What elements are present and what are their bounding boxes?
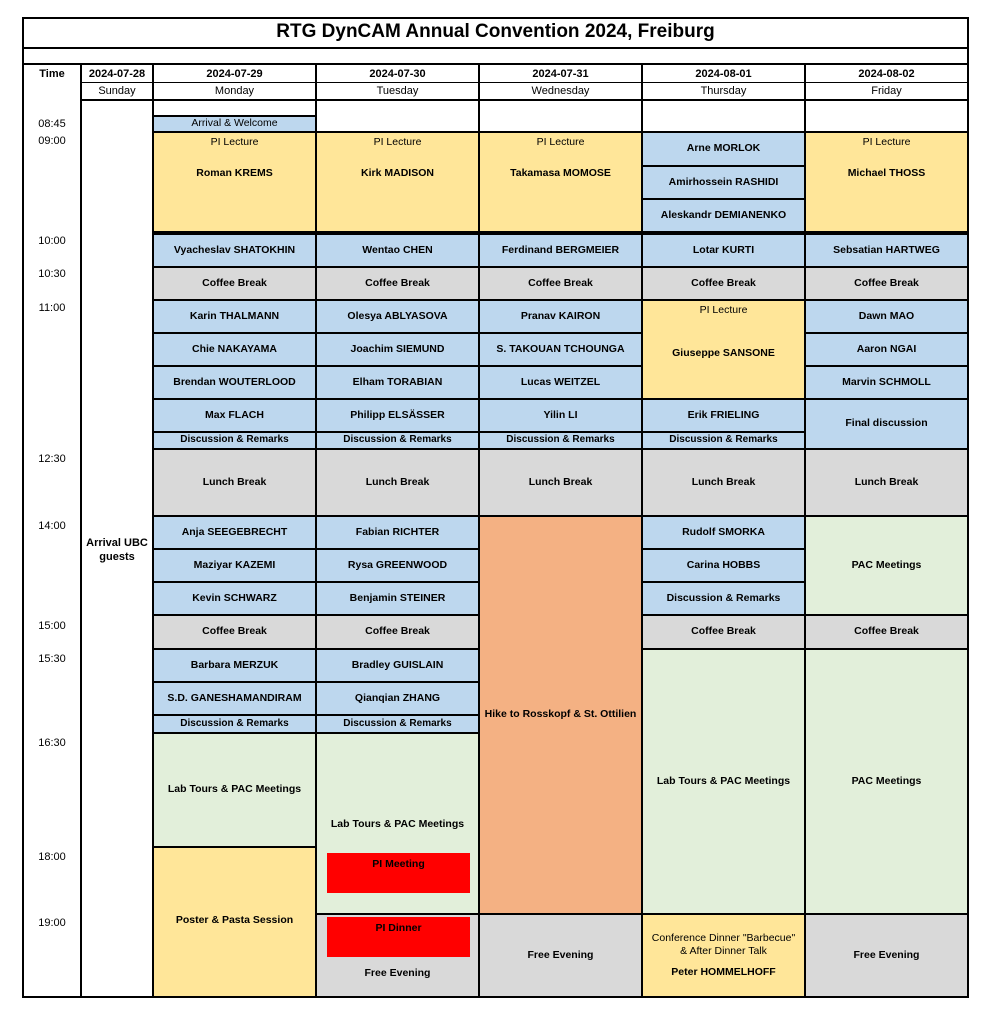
lunch-break: Lunch Break (804, 448, 969, 517)
talk-slot: Sebsatian HARTWEG (804, 233, 969, 268)
tuesday-empty (315, 99, 480, 133)
talk-slot: Maziyar KAZEMI (152, 548, 317, 583)
coffee-break: Coffee Break (641, 266, 806, 301)
coffee-break: Coffee Break (315, 266, 480, 301)
pi-lecture-label: PI Lecture (373, 136, 422, 148)
talk-slot: Carina HOBBS (641, 548, 806, 583)
wednesday-pi-lecture (478, 131, 643, 233)
discussion-slot: Discussion & Remarks (478, 431, 643, 450)
speaker-name: Takamasa MOMOSE (510, 167, 611, 180)
friday-pi-lecture (804, 131, 969, 233)
discussion-slot: Discussion & Remarks (152, 714, 317, 734)
coffee-break: Coffee Break (152, 266, 317, 301)
talk-slot: Ferdinand BERGMEIER (478, 233, 643, 268)
title-spacer (22, 49, 969, 65)
coffee-break: Coffee Break (804, 266, 969, 301)
talk-slot: Fabian RICHTER (315, 515, 480, 550)
time-label: 08:45 (38, 118, 66, 130)
talk-slot: Karin THALMANN (152, 299, 317, 334)
coffee-break: Coffee Break (478, 266, 643, 301)
coffee-break: Coffee Break (152, 614, 317, 650)
free-evening: Free Evening (364, 967, 431, 979)
thursday-empty (641, 99, 806, 133)
talk-slot: Lotar KURTI (641, 233, 806, 268)
talk-slot: Lucas WEITZEL (478, 365, 643, 400)
friday-empty (804, 99, 969, 133)
time-label: 11:00 (38, 302, 66, 314)
talk-slot: Qianqian ZHANG (315, 681, 480, 716)
discussion-slot: Discussion & Remarks (315, 714, 480, 734)
speaker-name: Roman KREMS (196, 167, 273, 180)
talk-slot: S.D. GANESHAMANDIRAM (152, 681, 317, 716)
talk-slot: S. TAKOUAN TCHOUNGA (478, 332, 643, 367)
day-label: Monday (214, 85, 255, 97)
talk-slot: Pranav KAIRON (478, 299, 643, 334)
free-evening: Free Evening (804, 913, 969, 998)
wednesday-empty (478, 99, 643, 133)
hike: Hike to Rosskopf & St. Ottilien (478, 515, 643, 915)
speaker-name: Kirk MADISON (361, 167, 434, 180)
monday-arrival: Arrival & Welcome (191, 117, 278, 130)
talk-slot: Aaron NGAI (804, 332, 969, 367)
free-evening: Free Evening (478, 913, 643, 998)
time-label: 12:30 (38, 453, 66, 465)
talk-slot: Marvin SCHMOLL (804, 365, 969, 400)
discussion-slot: Discussion & Remarks (641, 581, 806, 616)
coffee-break: Coffee Break (804, 614, 969, 650)
time-label: 10:30 (38, 268, 66, 280)
day-label: Thursday (700, 85, 747, 97)
talk-slot: Philipp ELSÄSSER (315, 398, 480, 433)
lunch-break: Lunch Break (641, 448, 806, 517)
dinner-speaker: Peter HOMMELHOFF (671, 966, 776, 979)
talk-slot: Vyacheslav SHATOKHIN (152, 233, 317, 268)
talk-slot: Elham TORABIAN (315, 365, 480, 400)
day-label: Sunday (98, 85, 136, 97)
pi-lecture-label: PI Lecture (210, 136, 259, 148)
time-label: 19:00 (38, 917, 66, 929)
day-label: Wednesday (531, 85, 590, 97)
lunch-break: Lunch Break (315, 448, 480, 517)
date-header: 2024-07-31 (532, 67, 589, 80)
pac-meetings: PAC Meetings (804, 648, 969, 915)
page-title: RTG DynCAM Annual Convention 2024, Freiburg (22, 17, 969, 49)
pi-meeting: PI Meeting (327, 853, 470, 893)
time-header: Time (39, 67, 65, 80)
day-label: Friday (871, 85, 902, 97)
dinner-line-2: & After Dinner Talk (680, 944, 767, 957)
time-label: 15:00 (38, 620, 66, 632)
dinner-line-1: Conference Dinner "Barbecue" (651, 931, 796, 944)
talk-slot: Rudolf SMORKA (641, 515, 806, 550)
talk-slot: Brendan WOUTERLOOD (152, 365, 317, 400)
talk-slot: Erik FRIELING (641, 398, 806, 433)
speaker-name: Giuseppe SANSONE (672, 347, 775, 360)
date-header: 2024-08-01 (695, 67, 752, 80)
conference-dinner (641, 913, 806, 998)
time-label: 14:00 (38, 520, 66, 532)
pi-dinner: PI Dinner (327, 917, 470, 957)
pi-lecture-label: PI Lecture (862, 136, 911, 148)
pi-lecture-label: PI Lecture (699, 304, 748, 316)
talk-slot: Arne MORLOK (641, 131, 806, 167)
talk-slot: Dawn MAO (804, 299, 969, 334)
thursday-pi-lecture (641, 299, 806, 400)
coffee-break: Coffee Break (641, 614, 806, 650)
lab-tours: Lab Tours & PAC Meetings (641, 648, 806, 915)
lunch-break: Lunch Break (478, 448, 643, 517)
lab-tours: Lab Tours & PAC Meetings (152, 732, 317, 848)
date-header: 2024-07-28 (88, 67, 146, 80)
talk-slot: Wentao CHEN (315, 233, 480, 268)
talk-slot: Barbara MERZUK (152, 648, 317, 683)
time-label: 15:30 (38, 653, 66, 665)
date-header: 2024-07-30 (369, 67, 426, 80)
talk-slot: Amirhossein RASHIDI (641, 165, 806, 200)
pac-meetings: PAC Meetings (804, 515, 969, 616)
pi-lecture-label: PI Lecture (536, 136, 585, 148)
talk-slot: Kevin SCHWARZ (152, 581, 317, 616)
poster-session: Poster & Pasta Session (152, 846, 317, 998)
lunch-break: Lunch Break (152, 448, 317, 517)
talk-slot: Anja SEEGEBRECHT (152, 515, 317, 550)
talk-slot: Bradley GUISLAIN (315, 648, 480, 683)
time-label: 09:00 (38, 135, 66, 147)
talk-slot: Rysa GREENWOOD (315, 548, 480, 583)
final-discussion: Final discussion (804, 398, 969, 450)
time-label: 16:30 (38, 737, 66, 749)
day-label: Tuesday (376, 85, 419, 97)
talk-slot: Joachim SIEMUND (315, 332, 480, 367)
sunday-arrival: Arrival UBC guests (86, 536, 148, 563)
time-label: 10:00 (38, 235, 66, 247)
discussion-slot: Discussion & Remarks (641, 431, 806, 450)
time-label: 18:00 (38, 851, 66, 863)
talk-slot: Benjamin STEINER (315, 581, 480, 616)
coffee-break: Coffee Break (315, 614, 480, 650)
speaker-name: Michael THOSS (847, 167, 926, 180)
talk-slot: Aleskandr DEMIANENKO (641, 198, 806, 233)
talk-slot: Max FLACH (152, 398, 317, 433)
talk-slot: Chie NAKAYAMA (152, 332, 317, 367)
date-header: 2024-07-29 (206, 67, 263, 80)
date-header: 2024-08-02 (858, 67, 915, 80)
lab-tours-label: Lab Tours & PAC Meetings (330, 818, 465, 830)
monday-pi-lecture (152, 131, 317, 233)
talk-slot: Yilin LI (478, 398, 643, 433)
discussion-slot: Discussion & Remarks (315, 431, 480, 450)
talk-slot: Olesya ABLYASOVA (315, 299, 480, 334)
tuesday-pi-lecture (315, 131, 480, 233)
discussion-slot: Discussion & Remarks (152, 431, 317, 450)
